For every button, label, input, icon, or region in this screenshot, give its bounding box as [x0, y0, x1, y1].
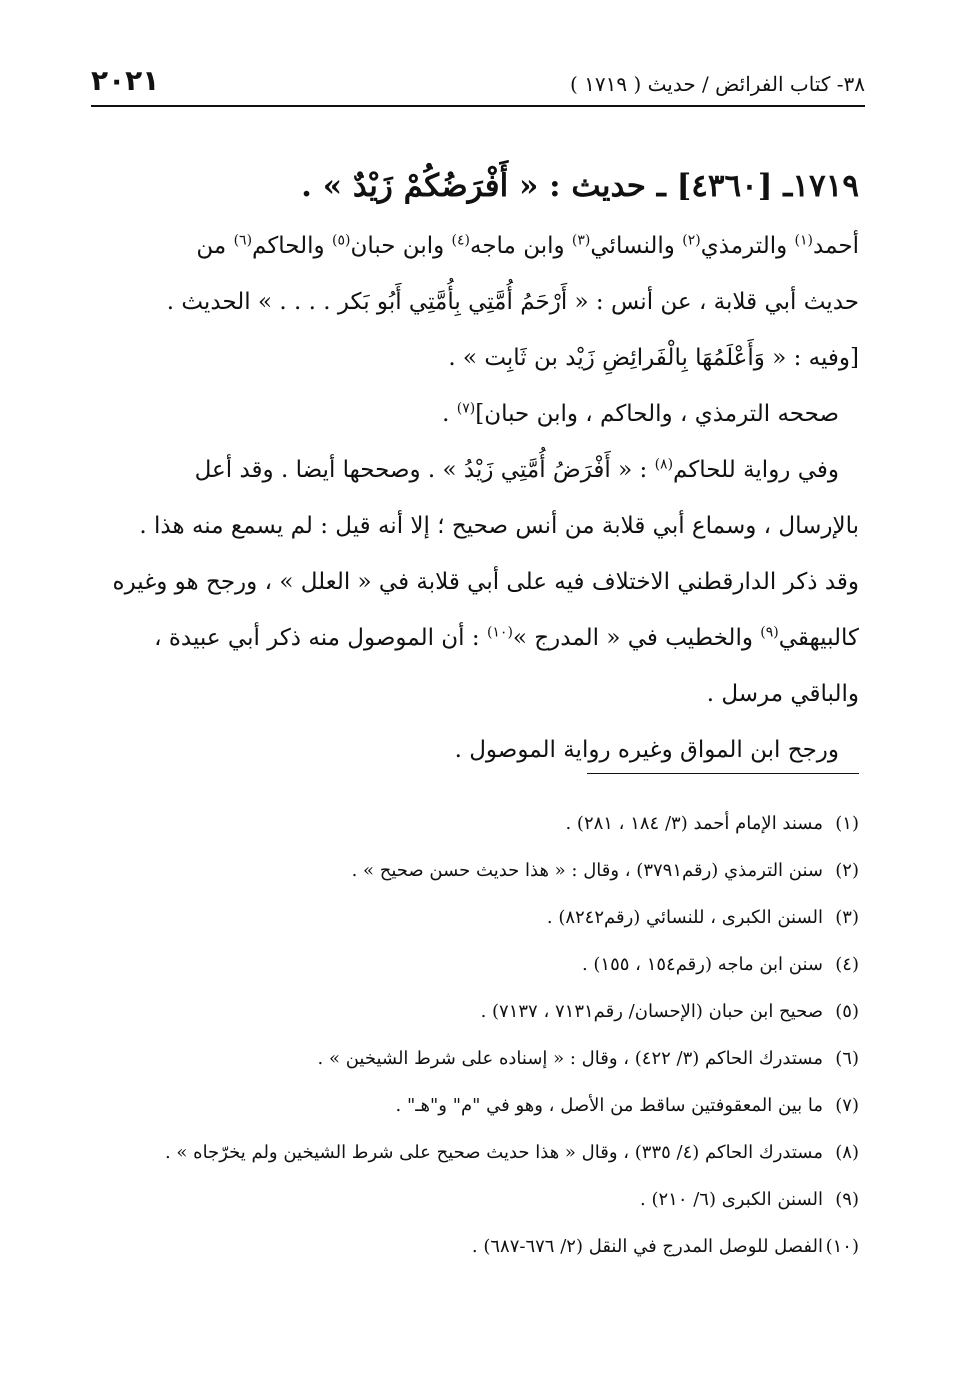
footnote-marker: (٣)	[571, 232, 591, 249]
footnote-item	[89, 847, 859, 894]
body-text: .	[442, 401, 457, 427]
body-text: والترمذي	[700, 233, 795, 259]
body-text: أحمد	[813, 233, 859, 259]
footnote-marker: (٦)	[233, 232, 253, 249]
page-header	[91, 62, 865, 106]
body-text: [وفيه : « وَأَعْلَمُهَا بِالْفَرائِضِ زَيْد بن ثَابِت » .	[448, 345, 859, 371]
footnote-divider	[587, 773, 859, 774]
body-line	[94, 218, 859, 274]
footnote-text: مستدرك الحاكم (٤/ ٣٣٥) ، وقال « هذا حديث صحيح على شرط الشيخين ولم يخرّجاه » .	[164, 1142, 823, 1163]
body-line	[94, 442, 859, 498]
running-head: ٣٨- كتاب الفرائض / حديث ( ١٧١٩ )	[569, 72, 865, 96]
footnote-text: الفصل للوصل المدرج في النقل (٢/ ٦٧٦-٦٨٧) .	[471, 1236, 823, 1257]
footnote-marker: (٩)	[760, 624, 779, 641]
page-number: ٢٠٢١	[91, 64, 160, 97]
footnote-item	[89, 1129, 859, 1176]
footnote-item	[89, 1223, 859, 1270]
footnote-marker: (٤)	[451, 232, 470, 249]
footnote-text: ما بين المعقوفتين ساقط من الأصل ، وهو في "م" و"هـ" .	[395, 1095, 823, 1116]
footnote-marker: (١٠)	[486, 624, 513, 641]
footnotes-list	[89, 800, 859, 1270]
body-text: وابن حبان	[350, 233, 452, 259]
body-line	[94, 666, 859, 722]
body-line	[94, 498, 859, 554]
main-text	[94, 162, 859, 778]
footnote-text: صحيح ابن حبان (الإحسان/ رقم٧١٣١ ، ٧١٣٧) .	[480, 1001, 823, 1022]
footnote-item	[89, 941, 859, 988]
footnote-number: (٤)	[835, 954, 859, 975]
footnote-number: (٦)	[835, 1048, 859, 1069]
footnote-number: (٩)	[835, 1189, 859, 1210]
body-text: والخطيب في « المدرج »	[512, 625, 761, 651]
header-divider	[91, 105, 865, 107]
body-line	[94, 610, 859, 666]
body-text: : أن الموصول منه ذكر أبي عبيدة ،	[154, 625, 487, 651]
footnote-item	[89, 988, 859, 1035]
body-text: وفي رواية للحاكم	[673, 457, 839, 483]
footnote-text: مسند الإمام أحمد (٣/ ١٨٤ ، ٢٨١) .	[565, 813, 823, 834]
footnote-marker: (١)	[794, 232, 814, 249]
footnote-text: السنن الكبرى ، للنسائي (رقم٨٢٤٢) .	[546, 907, 823, 928]
footnote-number: (٧)	[835, 1095, 859, 1116]
footnote-item	[89, 1035, 859, 1082]
closing-line: ورجح ابن المواق وغيره رواية الموصول .	[454, 737, 839, 763]
body-line	[94, 554, 859, 610]
body-text: صححه الترمذي ، والحاكم ، وابن حبان]	[475, 401, 839, 427]
footnote-number: (٢)	[835, 860, 859, 881]
body-text: والحاكم	[252, 233, 332, 259]
hadith-title: ١٧١٩ـ [٤٣٦٠] ـ حديث : « أَفْرَضُكُمْ زَيْدٌ » .	[301, 168, 859, 204]
footnote-item	[89, 1082, 859, 1129]
hadith-body	[94, 218, 859, 722]
body-text: وقد ذكر الدارقطني الاختلاف فيه على أبي قلابة في « العلل » ، ورجح هو وغيره	[112, 569, 859, 595]
footnote-number: (١)	[835, 813, 859, 834]
footnote-item	[89, 800, 859, 847]
footnote-marker: (٧)	[456, 400, 476, 417]
footnote-marker: (٥)	[331, 232, 351, 249]
body-line	[94, 386, 859, 442]
body-text: بالإرسال ، وسماع أبي قلابة من أنس صحيح ؛ إلا أنه قيل : لم يسمع منه هذا .	[139, 513, 859, 539]
footnote-text: سنن الترمذي (رقم٣٧٩١) ، وقال : « هذا حديث حسن صحيح » .	[351, 860, 823, 881]
body-text: : « أَفْرَضُ أُمَّتِي زَيْدُ » . وصححها أيضا . وقد أعل	[194, 457, 655, 483]
footnote-text: مستدرك الحاكم (٣/ ٤٢٢) ، وقال : « إسناده على شرط الشيخين » .	[317, 1048, 823, 1069]
body-line	[94, 274, 859, 330]
footnote-marker: (٨)	[654, 456, 674, 473]
footnote-item	[89, 894, 859, 941]
body-text: من	[196, 233, 234, 259]
body-line	[94, 330, 859, 386]
footnote-number: (٣)	[835, 907, 859, 928]
footnote-text: سنن ابن ماجه (رقم١٥٤ ، ١٥٥) .	[581, 954, 823, 975]
footnote-number: (٥)	[835, 1001, 859, 1022]
footnote-number: (٨)	[835, 1142, 859, 1163]
body-text: حديث أبي قلابة ، عن أنس : « أَرْحَمُ أُمَّتِي بِأُمَّتِي أَبُو بَكر . . . . » الحديث .	[166, 289, 859, 315]
footnote-marker: (٢)	[682, 232, 701, 249]
body-text: والنسائي	[590, 233, 683, 259]
body-text: والباقي مرسل .	[706, 681, 859, 707]
body-text: كالبيهقي	[778, 625, 859, 651]
footnote-text: السنن الكبرى (٦/ ٢١٠) .	[640, 1189, 823, 1210]
footnote-number: (١٠)	[825, 1236, 859, 1257]
footnote-item	[89, 1176, 859, 1223]
body-text: وابن ماجه	[470, 233, 572, 259]
